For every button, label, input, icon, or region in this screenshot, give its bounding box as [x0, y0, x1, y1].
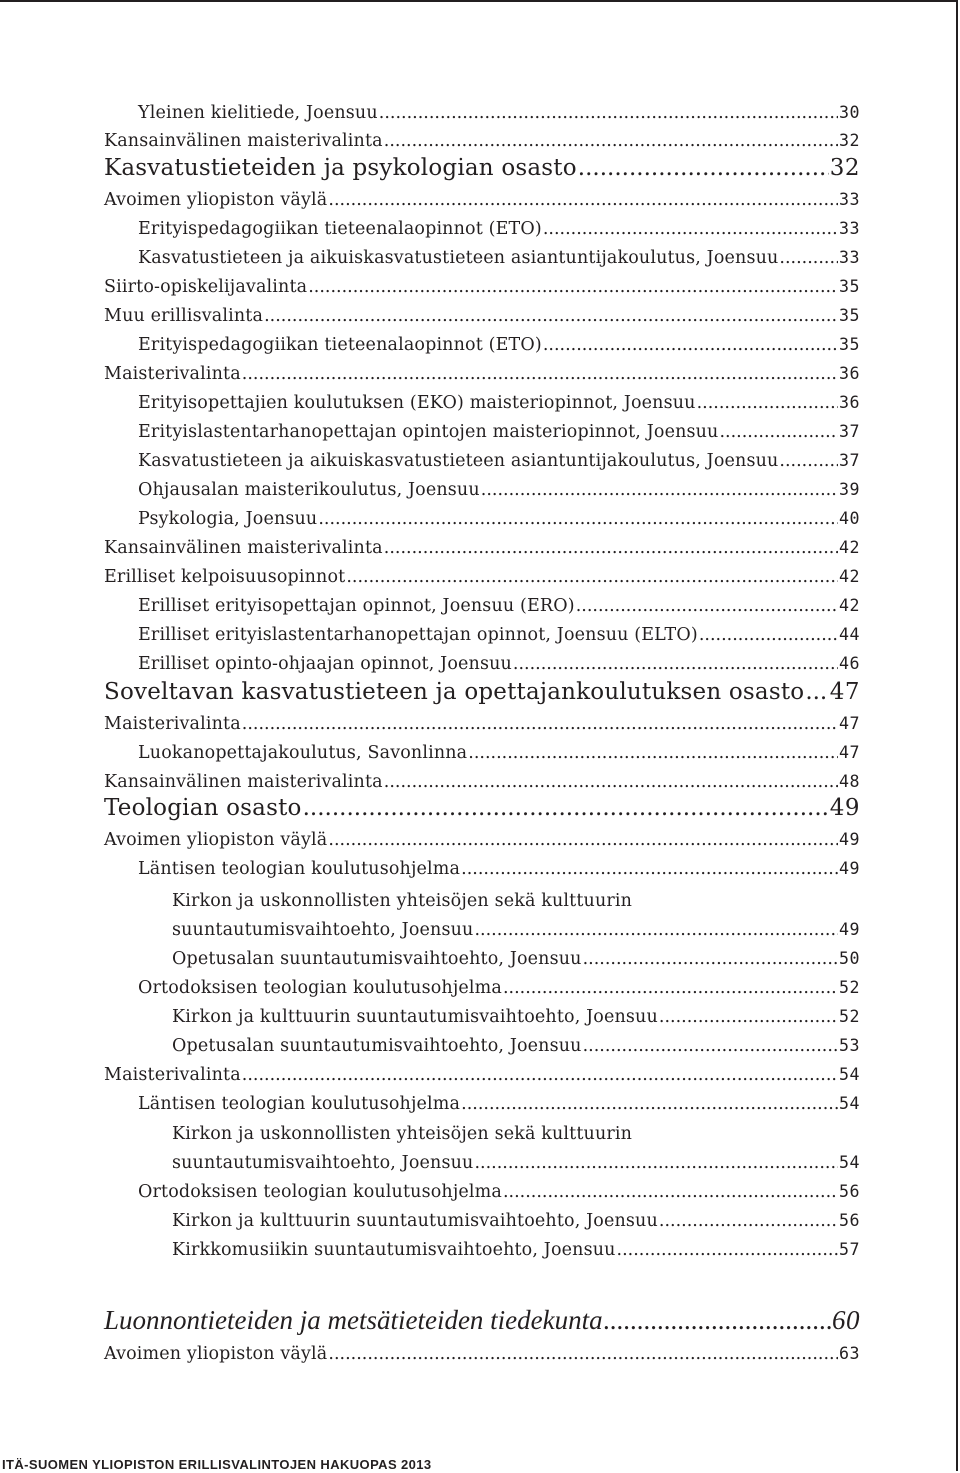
- toc-entry-label: Läntisen teologian koulutusohjelma: [138, 1093, 461, 1114]
- toc-entry-page-number: 32: [839, 130, 860, 150]
- toc-entry-page-number: 33: [839, 218, 860, 238]
- dot-leader: [303, 795, 829, 821]
- toc-entry-page-number: 54: [839, 1152, 860, 1172]
- dot-leader: [379, 103, 838, 123]
- toc-entry-label: Erilliset kelpoisuusopinnot: [104, 566, 346, 587]
- toc-entry-page-number: 42: [839, 537, 860, 557]
- toc-entry-label: Erityispedagogiikan tieteenalaopinnot (ETO): [138, 334, 542, 355]
- dot-leader: [242, 1065, 838, 1085]
- dot-leader: [583, 1036, 838, 1056]
- toc-entry[interactable]: [172, 1240, 860, 1260]
- toc-entry[interactable]: [138, 219, 860, 239]
- dot-leader: [659, 1211, 838, 1231]
- toc-entry[interactable]: [138, 480, 860, 500]
- toc-entry-label: Kasvatustieteen ja aikuiskasvatustieteen asiantuntijakoulutus, Joensuu: [138, 247, 779, 268]
- toc-entry-label: Kirkon ja kulttuurin suuntautumisvaihtoehto, Joensuu: [172, 1210, 658, 1231]
- toc-entry[interactable]: [138, 1094, 860, 1114]
- toc-entry-label: Erityislastentarhanopettajan opintojen maisteriopinnot, Joensuu: [138, 421, 719, 442]
- dot-leader: [699, 625, 838, 645]
- toc-entry-page-number: 42: [839, 595, 860, 615]
- toc-entry-label: Opetusalan suuntautumisvaihtoehto, Joensuu: [172, 1035, 582, 1056]
- dot-leader: [328, 190, 838, 210]
- toc-entry-page-number: 53: [839, 1035, 860, 1055]
- dot-leader: [264, 306, 838, 326]
- dot-leader: [659, 1007, 838, 1027]
- toc-entry-page-number: 47: [839, 742, 860, 762]
- toc-entry-page-number: 42: [839, 566, 860, 586]
- toc-entry-page-number: 39: [839, 479, 860, 499]
- dot-leader: [468, 743, 838, 763]
- toc-entry[interactable]: [104, 772, 860, 792]
- toc-entry[interactable]: [172, 1036, 860, 1056]
- toc-entry-page-number: 37: [839, 421, 860, 441]
- toc-entry-label: Luokanopettajakoulutus, Savonlinna: [138, 742, 468, 763]
- toc-entry-label-line1: Kirkon ja uskonnollisten yhteisöjen sekä kulttuurin: [172, 1123, 633, 1144]
- toc-entry-page-number: 49: [839, 829, 860, 849]
- toc-entry[interactable]: [172, 949, 860, 969]
- toc-entry[interactable]: [104, 306, 860, 326]
- toc-entry-page-number: 35: [839, 276, 860, 296]
- toc-entry-label: Läntisen teologian koulutusohjelma: [138, 858, 461, 879]
- dot-leader: [318, 509, 838, 529]
- dot-leader: [719, 422, 838, 442]
- toc-entry[interactable]: [138, 422, 860, 442]
- toc-entry[interactable]: [104, 830, 860, 850]
- toc-entry-page-number: 60: [832, 1305, 860, 1335]
- toc-entry[interactable]: [172, 1007, 860, 1027]
- toc-entry-page-number: 49: [839, 858, 860, 878]
- toc-entry-page-number: 40: [839, 508, 860, 528]
- toc-entry-label: Opetusalan suuntautumisvaihtoehto, Joensuu: [172, 948, 582, 969]
- dot-leader: [604, 1305, 831, 1336]
- dot-leader: [543, 335, 838, 355]
- toc-entry[interactable]: [104, 190, 860, 210]
- toc-entry-label: Erityisopettajien koulutuksen (EKO) maisteriopinnot, Joensuu: [138, 392, 696, 413]
- dot-leader: [503, 978, 838, 998]
- toc-entry-label: Siirto-opiskelijavalinta: [104, 276, 308, 297]
- toc-entry[interactable]: [104, 538, 860, 558]
- toc-entry-label: Avoimen yliopiston väylä: [104, 1343, 328, 1364]
- toc-entry-page-number: 63: [839, 1343, 860, 1363]
- toc-entry-page-number: 56: [839, 1210, 860, 1230]
- toc-entry[interactable]: [172, 920, 860, 940]
- toc-entry-label: Kansainvälinen maisterivalinta: [104, 537, 383, 558]
- toc-entry-label: suuntautumisvaihtoehto, Joensuu: [172, 1152, 474, 1173]
- toc-entry-page-number: 54: [839, 1064, 860, 1084]
- dot-leader: [578, 155, 829, 181]
- toc-entry-page-number: 52: [839, 977, 860, 997]
- dot-leader: [805, 679, 828, 705]
- dot-leader: [308, 277, 838, 297]
- dot-leader: [346, 567, 838, 587]
- toc-entry-page-number: 50: [839, 948, 860, 968]
- toc-entry-label: Soveltavan kasvatustieteen ja opettajankoulutuksen osasto: [104, 679, 805, 705]
- dot-leader: [576, 596, 838, 616]
- toc-entry-label: Avoimen yliopiston väylä: [104, 829, 328, 850]
- toc-entry-page-number: 44: [839, 624, 860, 644]
- toc-entry[interactable]: [138, 859, 860, 879]
- toc-entry-label: Kirkon ja kulttuurin suuntautumisvaihtoehto, Joensuu: [172, 1006, 658, 1027]
- toc-entry-label: Maisterivalinta: [104, 363, 241, 384]
- toc-entry-label: Ortodoksisen teologian koulutusohjelma: [138, 977, 502, 998]
- toc-entry-page-number: 46: [839, 653, 860, 673]
- toc-entry-label: Maisterivalinta: [104, 713, 241, 734]
- toc-entry-page-number: 57: [839, 1239, 860, 1259]
- toc-entry-label: Erityispedagogiikan tieteenalaopinnot (ETO): [138, 218, 542, 239]
- toc-entry-page-number: 54: [839, 1093, 860, 1113]
- toc-entry-label: Luonnontieteiden ja metsätieteiden tiedekunta: [104, 1305, 603, 1335]
- toc-entry-page-number: 32: [829, 155, 860, 181]
- toc-entry[interactable]: [138, 1182, 860, 1202]
- dot-leader: [697, 393, 838, 413]
- dot-leader: [513, 654, 838, 674]
- toc-entry[interactable]: [104, 277, 860, 297]
- dot-leader: [461, 859, 838, 879]
- toc-entry-page-number: 33: [839, 189, 860, 209]
- toc-entry-page-number: 35: [839, 305, 860, 325]
- toc-entry-label: Ortodoksisen teologian koulutusohjelma: [138, 1181, 502, 1202]
- toc-entry[interactable]: [104, 131, 860, 151]
- dot-leader: [503, 1182, 838, 1202]
- toc-entry-page-number: 33: [839, 247, 860, 267]
- toc-entry-label: Erilliset opinto-ohjaajan opinnot, Joensuu: [138, 653, 512, 674]
- toc-entry-page-number: 36: [839, 363, 860, 383]
- toc-entry-label: Avoimen yliopiston väylä: [104, 189, 328, 210]
- dot-leader: [779, 248, 838, 268]
- dot-leader: [461, 1094, 838, 1114]
- toc-entry[interactable]: [104, 714, 860, 734]
- toc-entry-page-number: 52: [839, 1006, 860, 1026]
- toc-entry-label: Kansainvälinen maisterivalinta: [104, 130, 383, 151]
- toc-entry-label: Maisterivalinta: [104, 1064, 241, 1085]
- dot-leader: [779, 451, 838, 471]
- dot-leader: [481, 480, 838, 500]
- toc-entry-label: Erilliset erityisopettajan opinnot, Joensuu (ERO): [138, 595, 575, 616]
- dot-leader: [474, 920, 838, 940]
- toc-entry-page-number: 35: [839, 334, 860, 354]
- dot-leader: [242, 364, 838, 384]
- toc-entry[interactable]: [138, 743, 860, 763]
- toc-entry[interactable]: [138, 248, 860, 268]
- toc-entry[interactable]: [104, 1344, 860, 1364]
- dot-leader: [384, 131, 838, 151]
- toc-entry[interactable]: [104, 364, 860, 384]
- toc-entry-label: Erilliset erityislastentarhanopettajan opinnot, Joensuu (ELTO): [138, 624, 698, 645]
- page-footer: ITÄ-SUOMEN YLIOPISTON ERILLISVALINTOJEN HAKUOPAS 2013: [2, 1457, 432, 1472]
- toc-entry-label: Psykologia, Joensuu: [138, 508, 318, 529]
- toc-entry[interactable]: [104, 679, 860, 705]
- toc-entry[interactable]: [104, 1065, 860, 1085]
- toc-entry[interactable]: [138, 103, 860, 123]
- toc-entry-page-number: 37: [839, 450, 860, 470]
- toc-entry-label: suuntautumisvaihtoehto, Joensuu: [172, 919, 474, 940]
- toc-entry[interactable]: [138, 654, 860, 674]
- dot-leader: [583, 949, 838, 969]
- dot-leader: [328, 830, 838, 850]
- toc-entry[interactable]: [138, 509, 860, 529]
- toc-entry[interactable]: [138, 625, 860, 645]
- toc-entry[interactable]: [104, 155, 860, 181]
- toc-entry-page-number: 36: [839, 392, 860, 412]
- dot-leader: [384, 538, 838, 558]
- toc-entry[interactable]: [104, 567, 860, 587]
- dot-leader: [384, 772, 838, 792]
- toc-entry[interactable]: [172, 1153, 860, 1173]
- toc-entry-label: Kasvatustieteiden ja psykologian osasto: [104, 155, 577, 181]
- toc-entry-label: Teologian osasto: [104, 795, 302, 821]
- toc-entry[interactable]: [138, 335, 860, 355]
- toc-entry-label-line1: Kirkon ja uskonnollisten yhteisöjen sekä kulttuurin: [172, 890, 633, 911]
- toc-entry[interactable]: [104, 795, 860, 821]
- toc-entry-label: Kasvatustieteen ja aikuiskasvatustieteen asiantuntijakoulutus, Joensuu: [138, 450, 779, 471]
- toc-entry-page-number: 49: [839, 919, 860, 939]
- dot-leader: [474, 1153, 838, 1173]
- toc-entry-label: Ohjausalan maisterikoulutus, Joensuu: [138, 479, 480, 500]
- toc-entry-page-number: 56: [839, 1181, 860, 1201]
- dot-leader: [328, 1344, 838, 1364]
- toc-entry[interactable]: [138, 451, 860, 471]
- toc-entry-page-number: 47: [839, 713, 860, 733]
- dot-leader: [617, 1240, 838, 1260]
- toc-entry-label: Kirkkomusiikin suuntautumisvaihtoehto, Joensuu: [172, 1239, 616, 1260]
- toc-entry-label: Yleinen kielitiede, Joensuu: [138, 102, 378, 123]
- toc-entry[interactable]: [138, 978, 860, 998]
- dot-leader: [242, 714, 838, 734]
- toc-entry-page-number: 49: [829, 795, 860, 821]
- toc-entry[interactable]: [172, 1211, 860, 1231]
- toc-entry-label: Muu erillisvalinta: [104, 305, 264, 326]
- dot-leader: [543, 219, 838, 239]
- toc-entry-page-number: 47: [829, 679, 860, 705]
- toc-entry-page-number: 30: [839, 102, 860, 122]
- toc-entry[interactable]: [138, 393, 860, 413]
- toc-entry-page-number: 48: [839, 771, 860, 791]
- toc-entry-label: Kansainvälinen maisterivalinta: [104, 771, 383, 792]
- toc-entry[interactable]: [138, 596, 860, 616]
- toc-entry[interactable]: [104, 1305, 860, 1336]
